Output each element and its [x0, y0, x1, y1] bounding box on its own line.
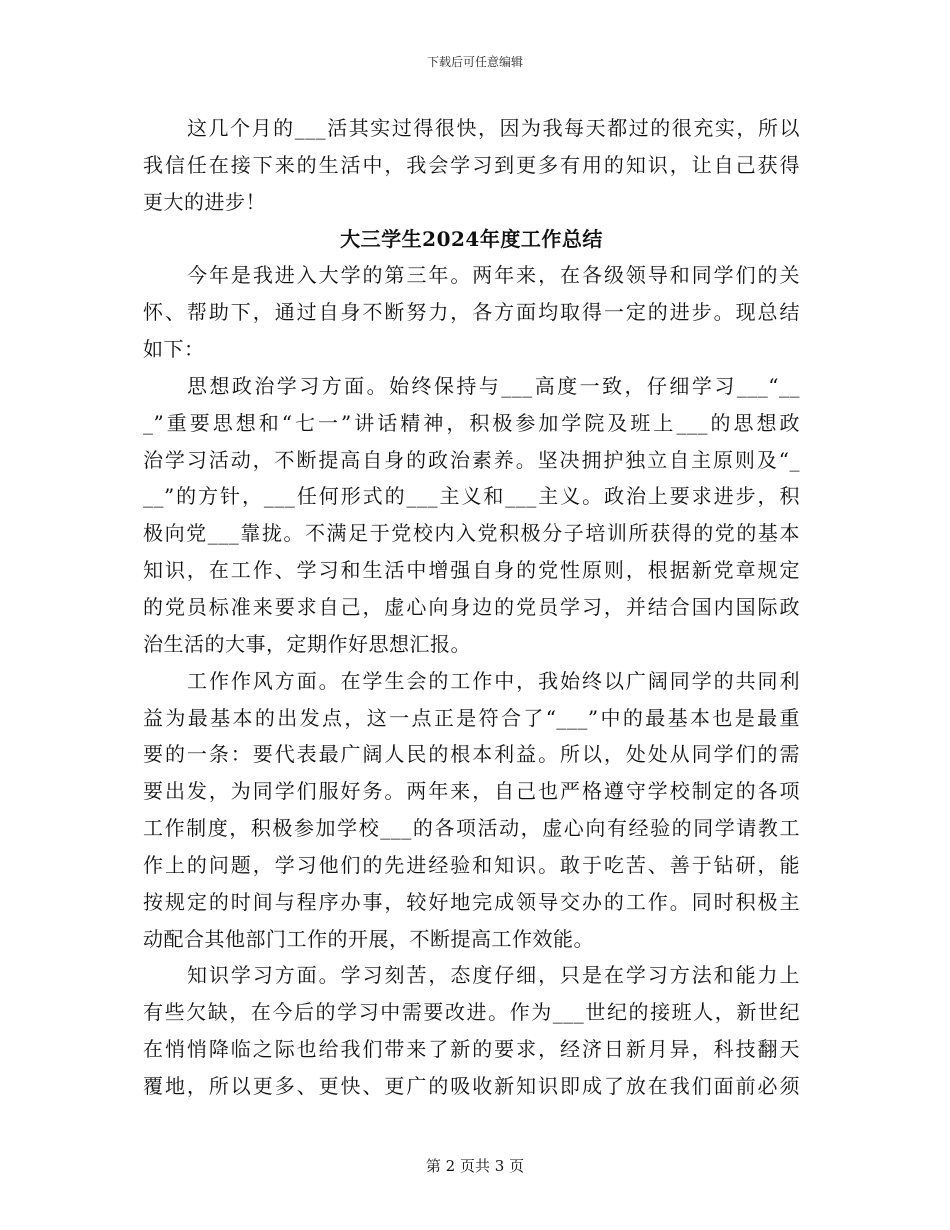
paragraph-line: 覆地，所以更多、更快、更广的吸收新知识即成了放在我们面前必须 [143, 1073, 800, 1098]
paragraph-line: 按规定的时间与程序办事，较好地完成领导交办的工作。同时积极主 [143, 889, 800, 914]
paragraph-line: 如下： [143, 337, 205, 362]
paragraph-line: 思想政治学习方面。始终保持与___高度一致，仔细学习___“__ [187, 373, 800, 398]
paragraph-line: 治生活的大事，定期作好思想汇报。 [143, 631, 471, 656]
paragraph-line: 今年是我进入大学的第三年。两年来，在各级领导和同学们的关 [187, 263, 800, 288]
paragraph-political-study [143, 368, 800, 663]
paragraph-line: _”重要思想和“七一”讲话精神，积极参加学院及班上___的思想政 [143, 410, 800, 435]
paragraph-knowledge-study [143, 957, 800, 1104]
paragraph-opening [143, 257, 800, 368]
paragraph-line: 动配合其他部门工作的开展，不断提高工作效能。 [143, 926, 594, 951]
paragraph-line: 在悄悄降临之际也给我们带来了新的要求，经济日新月异，科技翻天 [143, 1037, 800, 1062]
paragraph-line: 极向党___靠拢。不满足于党校内入党积极分子培训所获得的党的基本 [143, 521, 800, 546]
paragraph-line: 知识学习方面。学习刻苦，态度仔细，只是在学习方法和能力上 [187, 963, 800, 988]
document-title: 大三学生2024年度工作总结 [340, 226, 603, 251]
paragraph-line: 要出发，为同学们服好务。两年来，自己也严格遵守学校制定的各项 [143, 779, 800, 804]
paragraph-line: 治学习活动，不断提高自身的政治素养。坚决拥护独立自主原则及“_ [143, 447, 800, 472]
paragraph-line: 我信任在接下来的生活中，我会学习到更多有用的知识，让自己获得 [143, 152, 800, 177]
paragraph-line: 怀、帮助下，通过自身不断努力，各方面均取得一定的进步。现总结 [143, 300, 800, 325]
paragraph-line: 更大的进步！ [143, 189, 266, 214]
paragraph-line: 工作制度，积极参加学校___的各项活动，虚心向有经验的同学请教工 [143, 816, 800, 841]
page-number: 第 2 页共 3 页 [425, 1157, 525, 1175]
document-body [143, 110, 800, 1105]
paragraph-line: 工作作风方面。在学生会的工作中，我始终以广阔同学的共同利 [187, 668, 800, 693]
paragraph-line: 有些欠缺，在今后的学习中需要改进。作为___世纪的接班人，新世纪 [143, 1000, 800, 1025]
paragraph-line: 这几个月的___活其实过得很快，因为我每天都过的很充实，所以 [187, 116, 800, 140]
paragraph-line: __”的方针，___任何形式的___主义和___主义。政治上要求进步，积 [143, 484, 800, 509]
page-header-note: 下载后可任意编辑 [426, 55, 523, 69]
intro-paragraph [143, 110, 800, 221]
paragraph-line: 作上的问题，学习他们的先进经验和知识。敢于吃苦、善于钻研，能 [143, 852, 800, 877]
paragraph-work-style [143, 663, 800, 958]
paragraph-line: 知识，在工作、学习和生活中增强自身的党性原则，根据新党章规定 [143, 558, 800, 583]
paragraph-line: 的党员标准来要求自己，虚心向身边的党员学习，并结合国内国际政 [143, 594, 800, 619]
paragraph-line: 要的一条：要代表最广阔人民的根本利益。所以，处处从同学们的需 [143, 742, 800, 767]
paragraph-line: 益为最基本的出发点，这一点正是符合了“___”中的最基本也是最重 [143, 705, 800, 730]
